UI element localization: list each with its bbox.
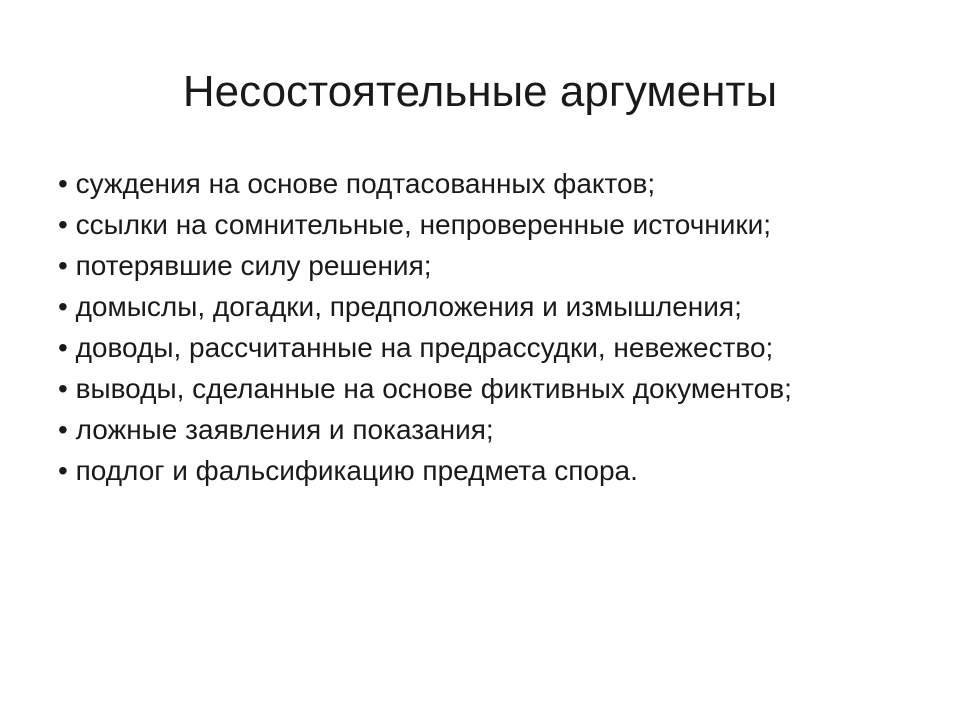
list-item: • выводы, сделанные на основе фиктивных документов; xyxy=(58,373,792,404)
bullet-list xyxy=(58,168,908,496)
list-item: • домыслы, догадки, предположения и измышления; xyxy=(58,291,742,322)
list-item: • подлог и фальсификацию предмета спора. xyxy=(58,455,638,486)
list-item: • ссылки на сомнительные, непроверенные источники; xyxy=(58,209,772,240)
list-item: • ложные заявления и показания; xyxy=(58,414,494,445)
list-item: • суждения на основе подтасованных фактов; xyxy=(58,168,656,199)
list-item: • доводы, рассчитанные на предрассудки, невежество; xyxy=(58,332,774,363)
slide-title: Несостоятельные аргументы xyxy=(182,67,778,116)
list-item: • потерявшие силу решения; xyxy=(58,250,432,281)
